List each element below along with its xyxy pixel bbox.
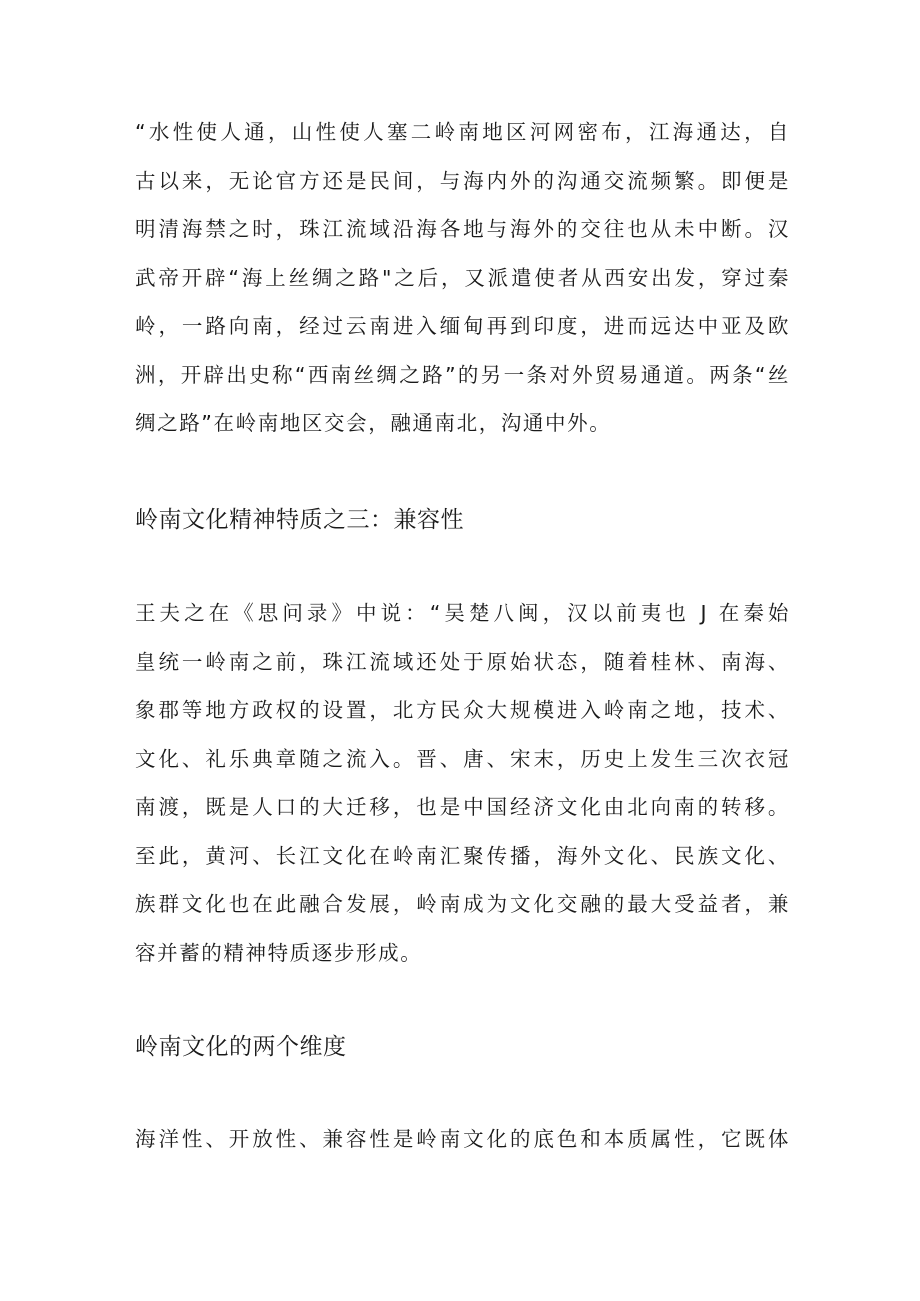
text-line: 文化、礼乐典章随之流入。晋、唐、宋末，历史上发生三次衣冠 bbox=[135, 746, 790, 771]
text-line: 至此，黄河、长江文化在岭南汇聚传播，海外文化、民族文化、 bbox=[135, 843, 790, 868]
text-line: 海洋性、开放性、兼容性是岭南文化的底色和本质属性，它既体 bbox=[135, 1127, 790, 1151]
section-heading-two-dimensions: 岭南文化的两个维度 bbox=[135, 1034, 347, 1060]
text-line: “水性使人通，山性使人塞二岭南地区河网密布，江海通达，自 bbox=[135, 120, 790, 144]
text-line: 绸之路”在岭南地区交会，融通南北，沟通中外。 bbox=[135, 411, 612, 435]
text-line: 象郡等地方政权的设置，北方民众大规模进入岭南之地，技术、 bbox=[135, 698, 790, 722]
paragraph-inclusiveness bbox=[135, 589, 790, 977]
text-line: 洲，开辟出史称“西南丝绸之路”的另一条对外贸易通道。两条“丝 bbox=[135, 362, 790, 387]
section-heading-inclusiveness: 岭南文化精神特质之三：兼容性 bbox=[135, 507, 464, 533]
text-line: 王夫之在《思问录》中说：“吴楚八闽，汉以前夷也 J 在秦始 bbox=[135, 601, 790, 625]
text-line: 武帝开辟“海上丝绸之路"之后，又派遣使者从西安出发，穿过秦 bbox=[135, 265, 790, 290]
text-line: 岭，一路向南，经过云南进入缅甸再到印度，进而远达中亚及欧 bbox=[135, 314, 790, 338]
paragraph-silk-road bbox=[135, 108, 790, 448]
text-line: 族群文化也在此融合发展，岭南成为文化交融的最大受益者，兼 bbox=[135, 892, 790, 916]
text-line: 容并蓄的精神特质逐步形成。 bbox=[135, 940, 423, 965]
text-line: 明清海禁之时，珠江流域沿海各地与海外的交往也从未中断。汉 bbox=[135, 217, 790, 241]
text-line: 古以来，无论官方还是民间，与海内外的沟通交流频繁。即便是 bbox=[135, 168, 790, 193]
paragraph-dimensions bbox=[135, 1115, 790, 1164]
text-line: 皇统一岭南之前，珠江流域还处于原始状态，随着桂林、南海、 bbox=[135, 649, 790, 674]
text-line: 南渡，既是人口的大迁移，也是中国经济文化由北向南的转移。 bbox=[135, 795, 790, 819]
